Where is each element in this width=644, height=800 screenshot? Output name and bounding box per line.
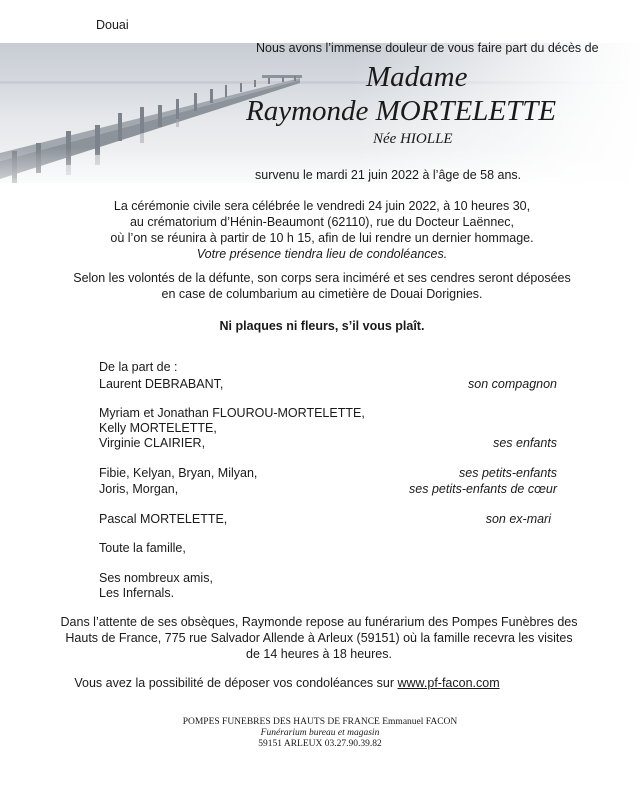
ceremony-line-3: où l’on se réunira à partir de 10 h 15, afin de lui rendre un dernier hommage. <box>110 231 534 245</box>
family-relation: ses enfants <box>493 436 557 450</box>
wishes-section <box>0 270 644 302</box>
footer <box>0 717 642 750</box>
family-row <box>99 540 559 556</box>
family-name: Fibie, Kelyan, Bryan, Milyan, <box>99 466 258 480</box>
family-name: Toute la famille, <box>99 541 186 555</box>
no-flowers-note: Ni plaques ni fleurs, s’il vous plaît. <box>219 319 425 333</box>
ceremony-line-4: Votre présence tiendra lieu de condoléances. <box>196 247 448 261</box>
funerarium-line-3: de 14 heures à 18 heures. <box>246 647 392 661</box>
wishes-line-1: Selon les volontés de la défunte, son corps sera inciméré et ses cendres seront déposées <box>73 271 571 285</box>
family-row <box>99 420 559 436</box>
family-row <box>99 481 559 497</box>
family-name: Kelly MORTELETTE, <box>99 421 217 435</box>
family-row <box>99 511 559 527</box>
family-row <box>99 435 559 451</box>
family-name: Joris, Morgan, <box>99 482 179 496</box>
ceremony-section <box>0 198 644 262</box>
deceased-name: Raymonde MORTELETTE <box>246 95 557 127</box>
wishes-line-2: en case de columbarium au cimetière de Douai Dorignies. <box>161 287 483 301</box>
ceremony-line-2: au crématorium d’Hénin-Beaumont (62110), rue du Docteur Laënnec, <box>129 215 514 229</box>
family-name: Ses nombreux amis, <box>99 571 213 585</box>
footer-subtitle: Funérarium bureau et magasin <box>260 728 380 738</box>
family-relation: ses petits-enfants de cœur <box>409 482 557 496</box>
family-name: Les Infernals. <box>99 586 175 600</box>
condolences-link[interactable]: www.pf-facon.com <box>397 676 500 690</box>
family-relation: ses petits-enfants <box>459 466 557 480</box>
family-name: Virginie CLAIRIER, <box>99 436 206 450</box>
intro-text: Nous avons l’immense douleur de vous faire part du décès de <box>256 41 599 55</box>
family-row <box>99 465 559 481</box>
family-name: Laurent DEBRABANT, <box>99 377 224 391</box>
family-name: Myriam et Jonathan FLOUROU-MORTELETTE, <box>99 406 365 420</box>
family-intro: De la part de : <box>99 360 178 374</box>
family-name: Pascal MORTELETTE, <box>99 512 228 526</box>
family-row <box>99 570 559 586</box>
family-row <box>99 585 559 601</box>
family-row <box>99 376 559 392</box>
death-notice: survenu le mardi 21 juin 2022 à l’âge de 58 ans. <box>255 168 522 182</box>
title-madame: Madame <box>366 61 468 93</box>
condolences-text: Vous avez la possibilité de déposer vos condoléances sur <box>74 676 395 690</box>
maiden-name: Née HIOLLE <box>373 131 453 147</box>
footer-company: POMPES FUNEBRES DES HAUTS DE FRANCE Emmanuel FACON <box>182 717 458 727</box>
condolences-line <box>0 675 609 691</box>
family-relation: son compagnon <box>468 377 557 391</box>
funerarium-line-2: Hauts de France, 775 rue Salvador Allende à Arleux (59151) où la famille recevra les visites <box>65 631 573 645</box>
city-label: Douai <box>96 18 129 32</box>
funerarium-section <box>0 614 641 662</box>
family-row <box>99 405 559 421</box>
ceremony-line-1: La cérémonie civile sera célébrée le vendredi 24 juin 2022, à 10 heures 30, <box>113 199 531 213</box>
funerarium-line-1: Dans l’attente de ses obsèques, Raymonde repose au funérarium des Pompes Funèbres des <box>60 615 578 629</box>
family-relation: son ex-mari <box>485 512 551 526</box>
footer-address: 59151 ARLEUX 03.27.90.39.82 <box>258 739 382 749</box>
